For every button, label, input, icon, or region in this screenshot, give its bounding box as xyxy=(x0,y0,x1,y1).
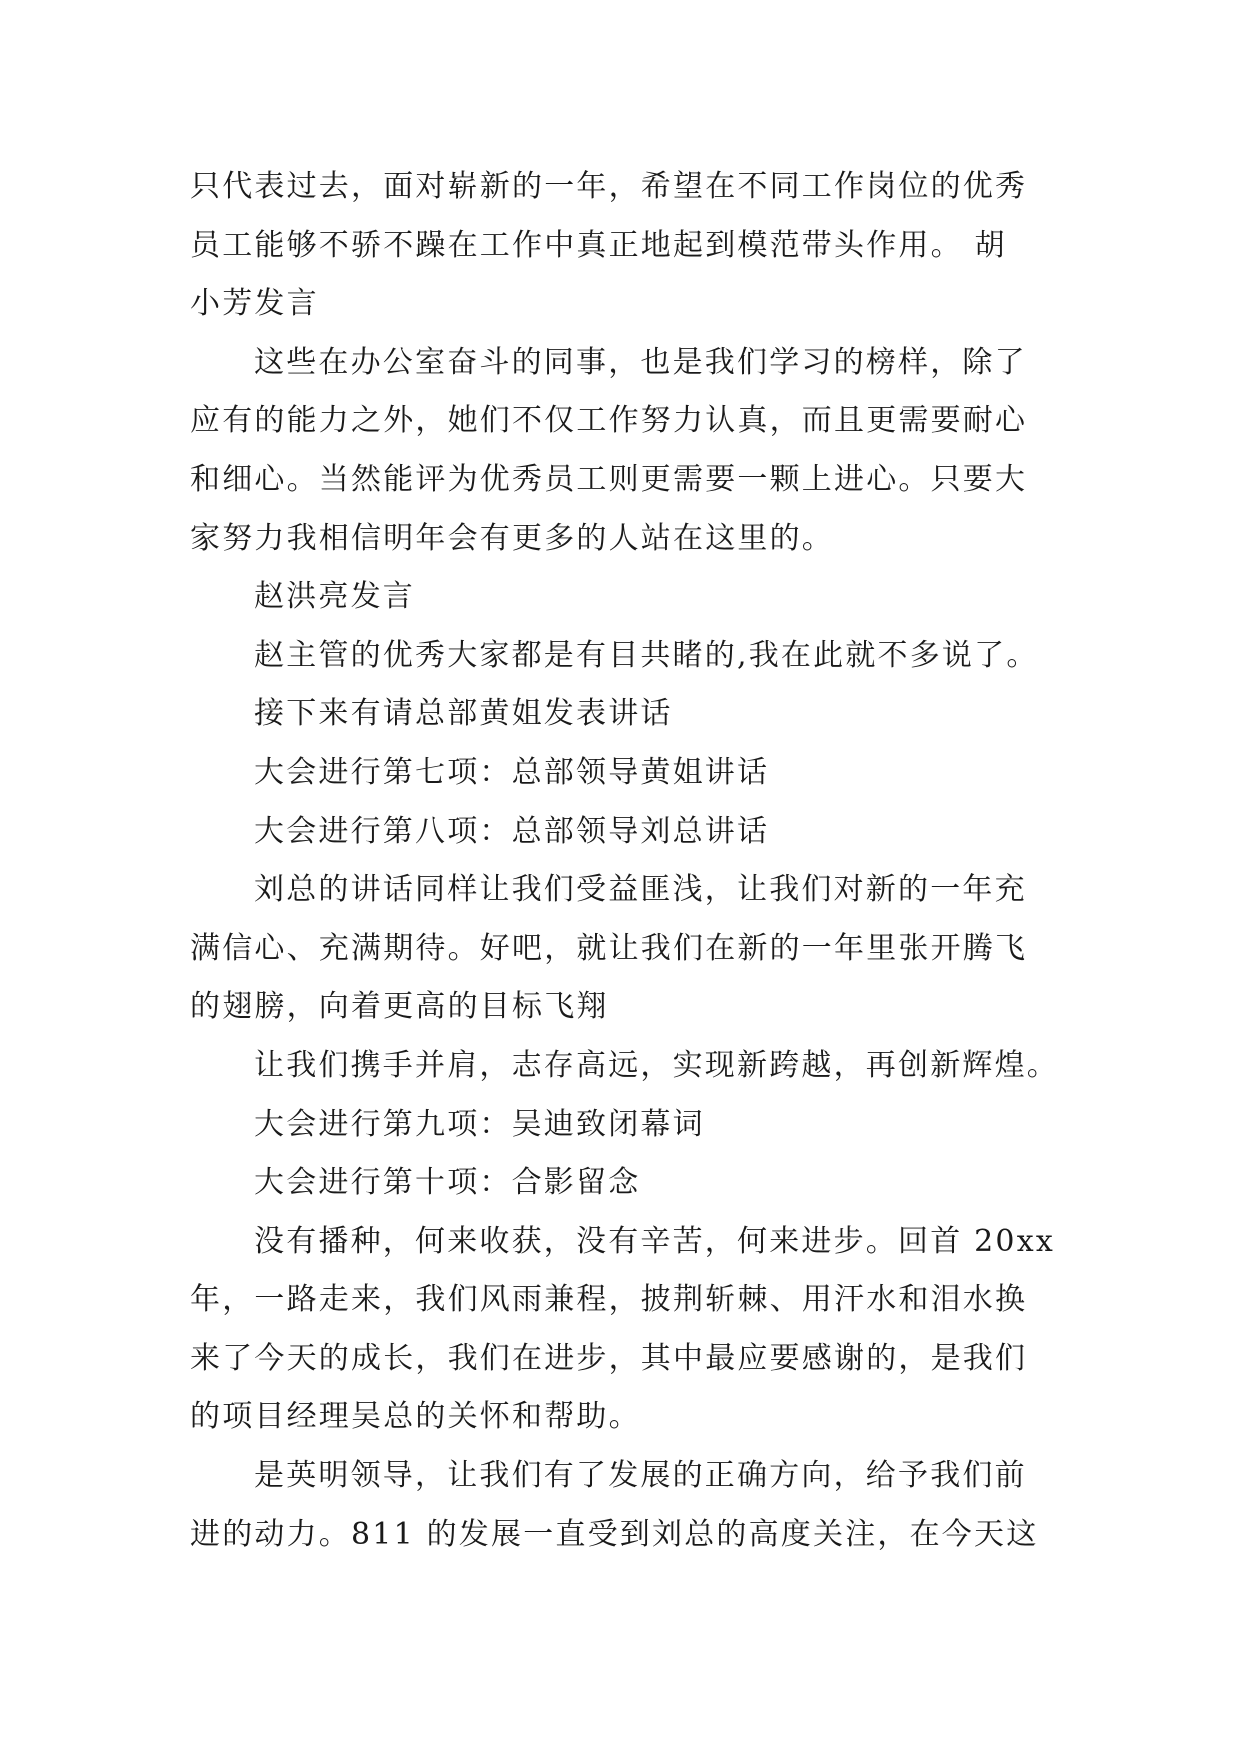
paragraph xyxy=(190,1037,1059,1096)
paragraph xyxy=(190,803,1052,862)
text-line: 接下来有请总部黄姐发表讲话 xyxy=(254,696,673,732)
paragraph xyxy=(190,334,1052,568)
text-line: 进的动力。811 的发展一直受到刘总的高度关注，在今天这 xyxy=(190,1516,1039,1552)
paragraph xyxy=(190,685,1052,744)
text-line: 应有的能力之外，她们不仅工作努力认真，而且更需要耐心 xyxy=(190,403,1028,439)
text-line: 只代表过去，面对崭新的一年，希望在不同工作岗位的优秀 xyxy=(190,169,1028,204)
text-line: 大会进行第十项：合影留念 xyxy=(254,1165,641,1201)
text-line: 员工能够不骄不躁在工作中真正地起到模范带头作用。 胡 xyxy=(190,227,1007,263)
paragraph xyxy=(190,1154,1052,1213)
text-line: 和细心。当然能评为优秀员工则更需要一颗上进心。只要大 xyxy=(190,461,1028,497)
text-line: 赵主管的优秀大家都是有目共睹的,我在此就不多说了。 xyxy=(254,637,1039,673)
text-line: 刘总的讲话同样让我们受益匪浅，让我们对新的一年充 xyxy=(254,872,1027,908)
text-line: 家努力我相信明年会有更多的人站在这里的。 xyxy=(190,520,834,556)
text-line: 大会进行第七项：总部领导黄姐讲话 xyxy=(254,754,770,790)
paragraph xyxy=(190,568,1052,627)
text-line: 这些在办公室奋斗的同事，也是我们学习的榜样，除了 xyxy=(254,344,1027,380)
paragraph xyxy=(190,744,1052,803)
paragraph xyxy=(190,1213,1055,1447)
text-line: 没有播种，何来收获，没有辛苦，何来进步。回首 20xx xyxy=(254,1223,1055,1259)
text-line: 大会进行第八项：总部领导刘总讲话 xyxy=(254,813,770,849)
text-line: 小芳发言 xyxy=(190,286,319,322)
text-line: 赵洪亮发言 xyxy=(254,579,415,615)
text-line: 满信心、充满期待。好吧，就让我们在新的一年里张开腾飞 xyxy=(190,930,1028,966)
text-line: 来了今天的成长，我们在进步，其中最应要感谢的，是我们 xyxy=(190,1340,1028,1376)
text-line: 大会进行第九项：吴迪致闭幕词 xyxy=(254,1106,705,1142)
text-line: 年，一路走来，我们风雨兼程，披荆斩棘、用汗水和泪水换 xyxy=(190,1282,1028,1318)
text-line: 让我们携手并肩，志存高远，实现新跨越，再创新辉煌。 xyxy=(254,1047,1059,1083)
paragraph xyxy=(190,861,1052,1037)
text-line: 是英明领导，让我们有了发展的正确方向，给予我们前 xyxy=(254,1458,1027,1494)
paragraph xyxy=(190,627,1052,686)
paragraph xyxy=(190,1447,1052,1564)
text-line: 的项目经理吴总的关怀和帮助。 xyxy=(190,1399,641,1435)
paragraph xyxy=(190,158,1052,334)
text-line: 的翅膀，向着更高的目标飞翔 xyxy=(190,989,609,1025)
paragraph xyxy=(190,1096,1052,1155)
document-body xyxy=(190,158,1059,1564)
